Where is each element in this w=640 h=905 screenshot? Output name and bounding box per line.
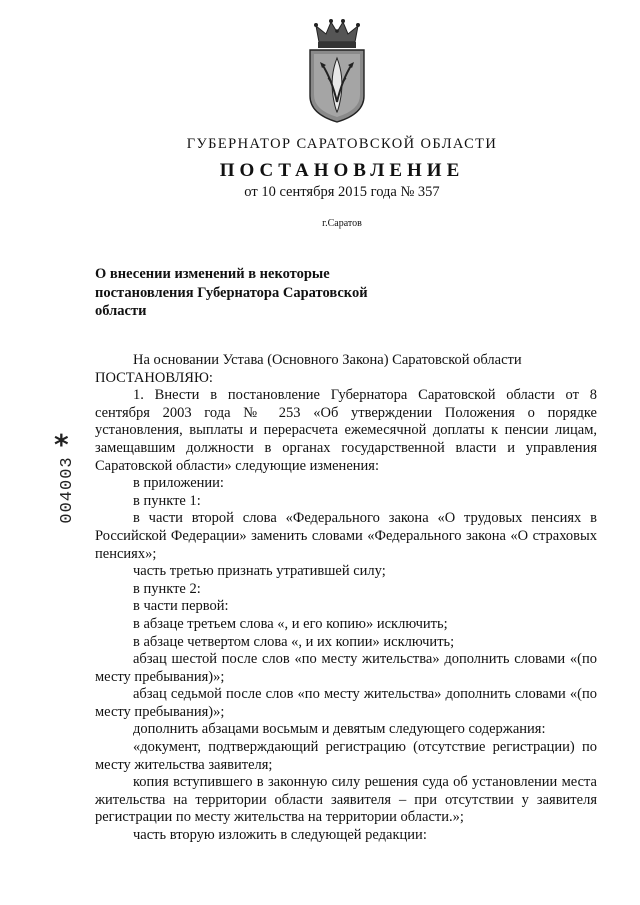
subject-line: О внесении изменений в некоторые (95, 266, 330, 282)
document-body (95, 352, 597, 845)
body-paragraph: На основании Устава (Основного Закона) Саратовской области (133, 352, 522, 368)
body-paragraph: 1. Внести в постановление Губернатора Саратовской области от 8 сентября 2003 года № 253 «Об утверждении Положения о порядке установления, выплаты и перерасчета ежемесячной доплаты к пенсии лицам, замещавшим должности в органах государственной власти и управления Саратовской области» следующие изменения: (95, 387, 597, 474)
body-paragraph: в приложении: (133, 475, 224, 492)
subject-line: области (95, 303, 147, 319)
body-paragraph: «документ, подтверждающий регистрацию (отсутствие регистрации) по месту жительства заявителя; (95, 739, 597, 773)
body-paragraph: в части второй слова «Федерального закона «О трудовых пенсиях в Российской Федерации» заменить словами «Федерального закона «О страховых пенсиях»; (95, 510, 597, 562)
registration-stamp (54, 428, 78, 550)
body-paragraph: часть третью признать утратившей силу; (133, 563, 386, 580)
body-paragraph: дополнить абзацами восьмым и девятым следующего содержания: (133, 721, 546, 738)
stamp-number: 004003 (58, 456, 77, 524)
body-paragraph: копия вступившего в законную силу решения суда об установлении места жительства на территории области заявителя – при отсутствии у заявителя регистрации по месту жительства на территории области.»; (95, 774, 597, 826)
body-paragraph: в пункте 2: (133, 580, 201, 597)
document-city: г.Саратов (322, 218, 362, 229)
body-paragraph: в абзаце четвертом слова «, и их копии» исключить; (133, 633, 455, 650)
document-subject (95, 265, 425, 321)
body-paragraph: абзац шестой после слов «по месту жительства» дополнить словами «(по месту пребывания)»; (95, 651, 597, 685)
stamp-star: * (54, 428, 69, 461)
body-paragraph: абзац седьмой после слов «по месту жительства» дополнить словами «(по месту пребывания)»; (95, 686, 597, 720)
organization-title: ГУБЕРНАТОР САРАТОВСКОЙ ОБЛАСТИ (186, 136, 498, 152)
document-type-title: ПОСТАНОВЛЕНИЕ (219, 160, 465, 181)
body-paragraph: часть вторую изложить в следующей редакции: (133, 827, 427, 844)
saratov-coat-of-arms-icon (306, 18, 368, 124)
body-paragraph: в пункте 1: (133, 492, 201, 509)
body-paragraph: в части первой: (133, 598, 229, 615)
document-date: от 10 сентября 2015 года № 357 (244, 184, 440, 200)
subject-line: постановления Губернатора Саратовской (95, 284, 368, 301)
body-paragraph: ПОСТАНОВЛЯЮ: (95, 369, 213, 386)
body-paragraph: в абзаце третьем слова «, и его копию» исключить; (133, 615, 448, 632)
